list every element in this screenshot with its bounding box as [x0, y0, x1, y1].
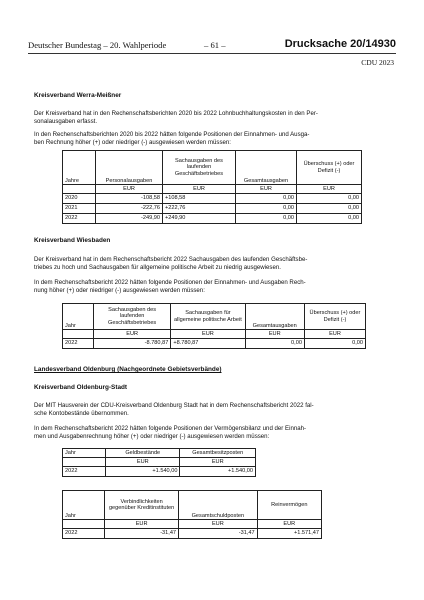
table-cell: +1.540,00 — [106, 467, 180, 477]
table-header: Überschuss (+) oder Defizit (-) — [304, 304, 365, 330]
table-cell: -31,47 — [105, 529, 179, 539]
paragraph-line: Der Kreisverband hat in den Rechenschaftsberichten 2020 bis 2022 Lohnbuchhaltungskosten in den Per- — [34, 110, 318, 117]
unit-cell: EUR — [106, 458, 180, 467]
table-cell: -108,58 — [96, 194, 163, 204]
table-header: Jahr — [63, 491, 105, 520]
table-header: Verbindlichkeiten gegenüber Kreditinstituten — [105, 491, 179, 520]
table-cell — [63, 330, 94, 339]
paragraph-line: men und Ausgabenrechnung höher (+) oder niedriger (-) ausgewiesen werden müssen: — [34, 433, 270, 440]
unit-cell: EUR — [105, 520, 179, 529]
table-header: Gesamtausgaben — [245, 304, 304, 330]
section-title: Landesverband Oldenburg (Nachgeordnete Gebietsverbände) — [34, 366, 222, 373]
table-geldbestaende — [62, 448, 256, 477]
table-cell: +108,58 — [163, 194, 236, 204]
table-cell: +8.780,87 — [171, 339, 245, 349]
section-title: Kreisverband Wiesbaden — [34, 237, 111, 244]
document-number: Drucksache 20/14930 — [284, 38, 396, 50]
paragraph-line: nung höher (+) oder niedriger (-) ausgewiesen werden müssen: — [34, 287, 205, 294]
header-rule — [28, 53, 396, 54]
table-cell — [63, 185, 96, 194]
paragraph-line: ben Rechnung höher (+) oder niedriger (-) ausgewiesen werden müssen: — [34, 139, 231, 146]
unit-cell: EUR — [180, 458, 256, 467]
table-header: Überschuss (+) oder Defizit (-) — [297, 151, 362, 185]
table-row — [63, 529, 322, 539]
section-title: Kreisverband Werra-Meißner — [34, 92, 122, 99]
table-cell: 0,00 — [304, 339, 365, 349]
table-cell: 2022 — [63, 467, 106, 477]
unit-cell: EUR — [257, 520, 321, 529]
table-row — [63, 467, 256, 477]
table-header: Gesamtbesitzposten — [180, 449, 256, 458]
subsection-title: Kreisverband Oldenburg-Stadt — [34, 384, 128, 391]
table-header: Jahre — [63, 151, 96, 185]
table-cell: 2022 — [63, 214, 96, 224]
table-header: Sachausgaben für allgemeine politische Arbeit — [171, 304, 245, 330]
table-cell: -222,76 — [96, 204, 163, 214]
header-left: Deutscher Bundestag – 20. Wahlperiode — [28, 40, 167, 50]
table-cell: 0,00 — [236, 214, 297, 224]
table-verbindlichkeiten — [62, 490, 322, 539]
table-cell: 2021 — [63, 204, 96, 214]
table-header: Jahr — [63, 449, 106, 458]
table-cell — [63, 458, 106, 467]
unit-cell: EUR — [245, 330, 304, 339]
table-cell: -249,90 — [96, 214, 163, 224]
unit-cell: EUR — [171, 330, 245, 339]
paragraph-line: In dem Rechenschaftsbericht 2022 hätten folgende Positionen der Einnahmen- und Ausgaben Rech- — [34, 279, 306, 286]
table-cell: 2022 — [63, 339, 94, 349]
paragraph-line: triebes zu hoch und Sachausgaben für allgemeine politische Arbeit zu niedrig ausgewiesen. — [34, 264, 281, 271]
table-cell: 0,00 — [236, 194, 297, 204]
table-cell: 2020 — [63, 194, 96, 204]
table-cell: -31,47 — [179, 529, 258, 539]
table-cell: 0,00 — [297, 204, 362, 214]
unit-cell: EUR — [236, 185, 297, 194]
unit-cell: EUR — [304, 330, 365, 339]
table-cell — [63, 520, 105, 529]
table-cell: 0,00 — [297, 194, 362, 204]
table-header: Sachausgaben des laufenden Geschäftsbetriebes — [93, 304, 170, 330]
table-cell: +222,76 — [163, 204, 236, 214]
paragraph-line: sche Kontobestände übernommen. — [34, 410, 129, 417]
table-cell: 0,00 — [245, 339, 304, 349]
table-row — [63, 194, 362, 204]
unit-cell: EUR — [297, 185, 362, 194]
table-header: Jahr — [63, 304, 94, 330]
table-cell: 2022 — [63, 529, 105, 539]
table-header: Personalausgaben — [96, 151, 163, 185]
table-header: Gesamtschuldposten — [179, 491, 258, 520]
table-header: Gesamtausgaben — [236, 151, 297, 185]
page-number: – 61 – — [204, 40, 226, 50]
unit-cell: EUR — [93, 330, 170, 339]
table-header: Geldbestände — [106, 449, 180, 458]
table-cell: +249,90 — [163, 214, 236, 224]
table-wiesbaden — [62, 303, 366, 349]
paragraph-line: Der Kreisverband hat in dem Rechenschaftsbericht 2022 Sachausgaben des laufenden Geschäftsbe- — [34, 256, 308, 263]
table-row — [63, 204, 362, 214]
paragraph-line: sonalausgaben erfasst. — [34, 118, 98, 125]
table-row — [63, 339, 366, 349]
party-label: CDU 2023 — [361, 58, 394, 67]
unit-cell: EUR — [96, 185, 163, 194]
table-cell: +1.540,00 — [180, 467, 256, 477]
table-cell: 0,00 — [297, 214, 362, 224]
page-header — [28, 40, 396, 54]
table-werra-meissner — [62, 150, 362, 224]
table-header: Sachausgaben des laufenden Geschäftsbetriebes — [163, 151, 236, 185]
table-header: Reinvermögen — [257, 491, 321, 520]
table-cell: +1.571,47 — [257, 529, 321, 539]
unit-cell: EUR — [179, 520, 258, 529]
paragraph-line: In dem Rechenschaftsbericht 2022 hätten folgende Positionen der Vermögensbilanz und der Einnah- — [34, 425, 307, 432]
paragraph-line: Der MIT Hausverein der CDU-Kreisverband Oldenburg Stadt hat in dem Rechenschaftsbericht 2022 fal- — [34, 402, 314, 409]
unit-cell: EUR — [163, 185, 236, 194]
table-cell: -8.780,87 — [93, 339, 170, 349]
paragraph-line: In den Rechenschaftsberichten 2020 bis 2022 hätten folgende Positionen der Einnahmen- und Ausga- — [34, 131, 310, 138]
table-row — [63, 214, 362, 224]
table-cell: 0,00 — [236, 204, 297, 214]
